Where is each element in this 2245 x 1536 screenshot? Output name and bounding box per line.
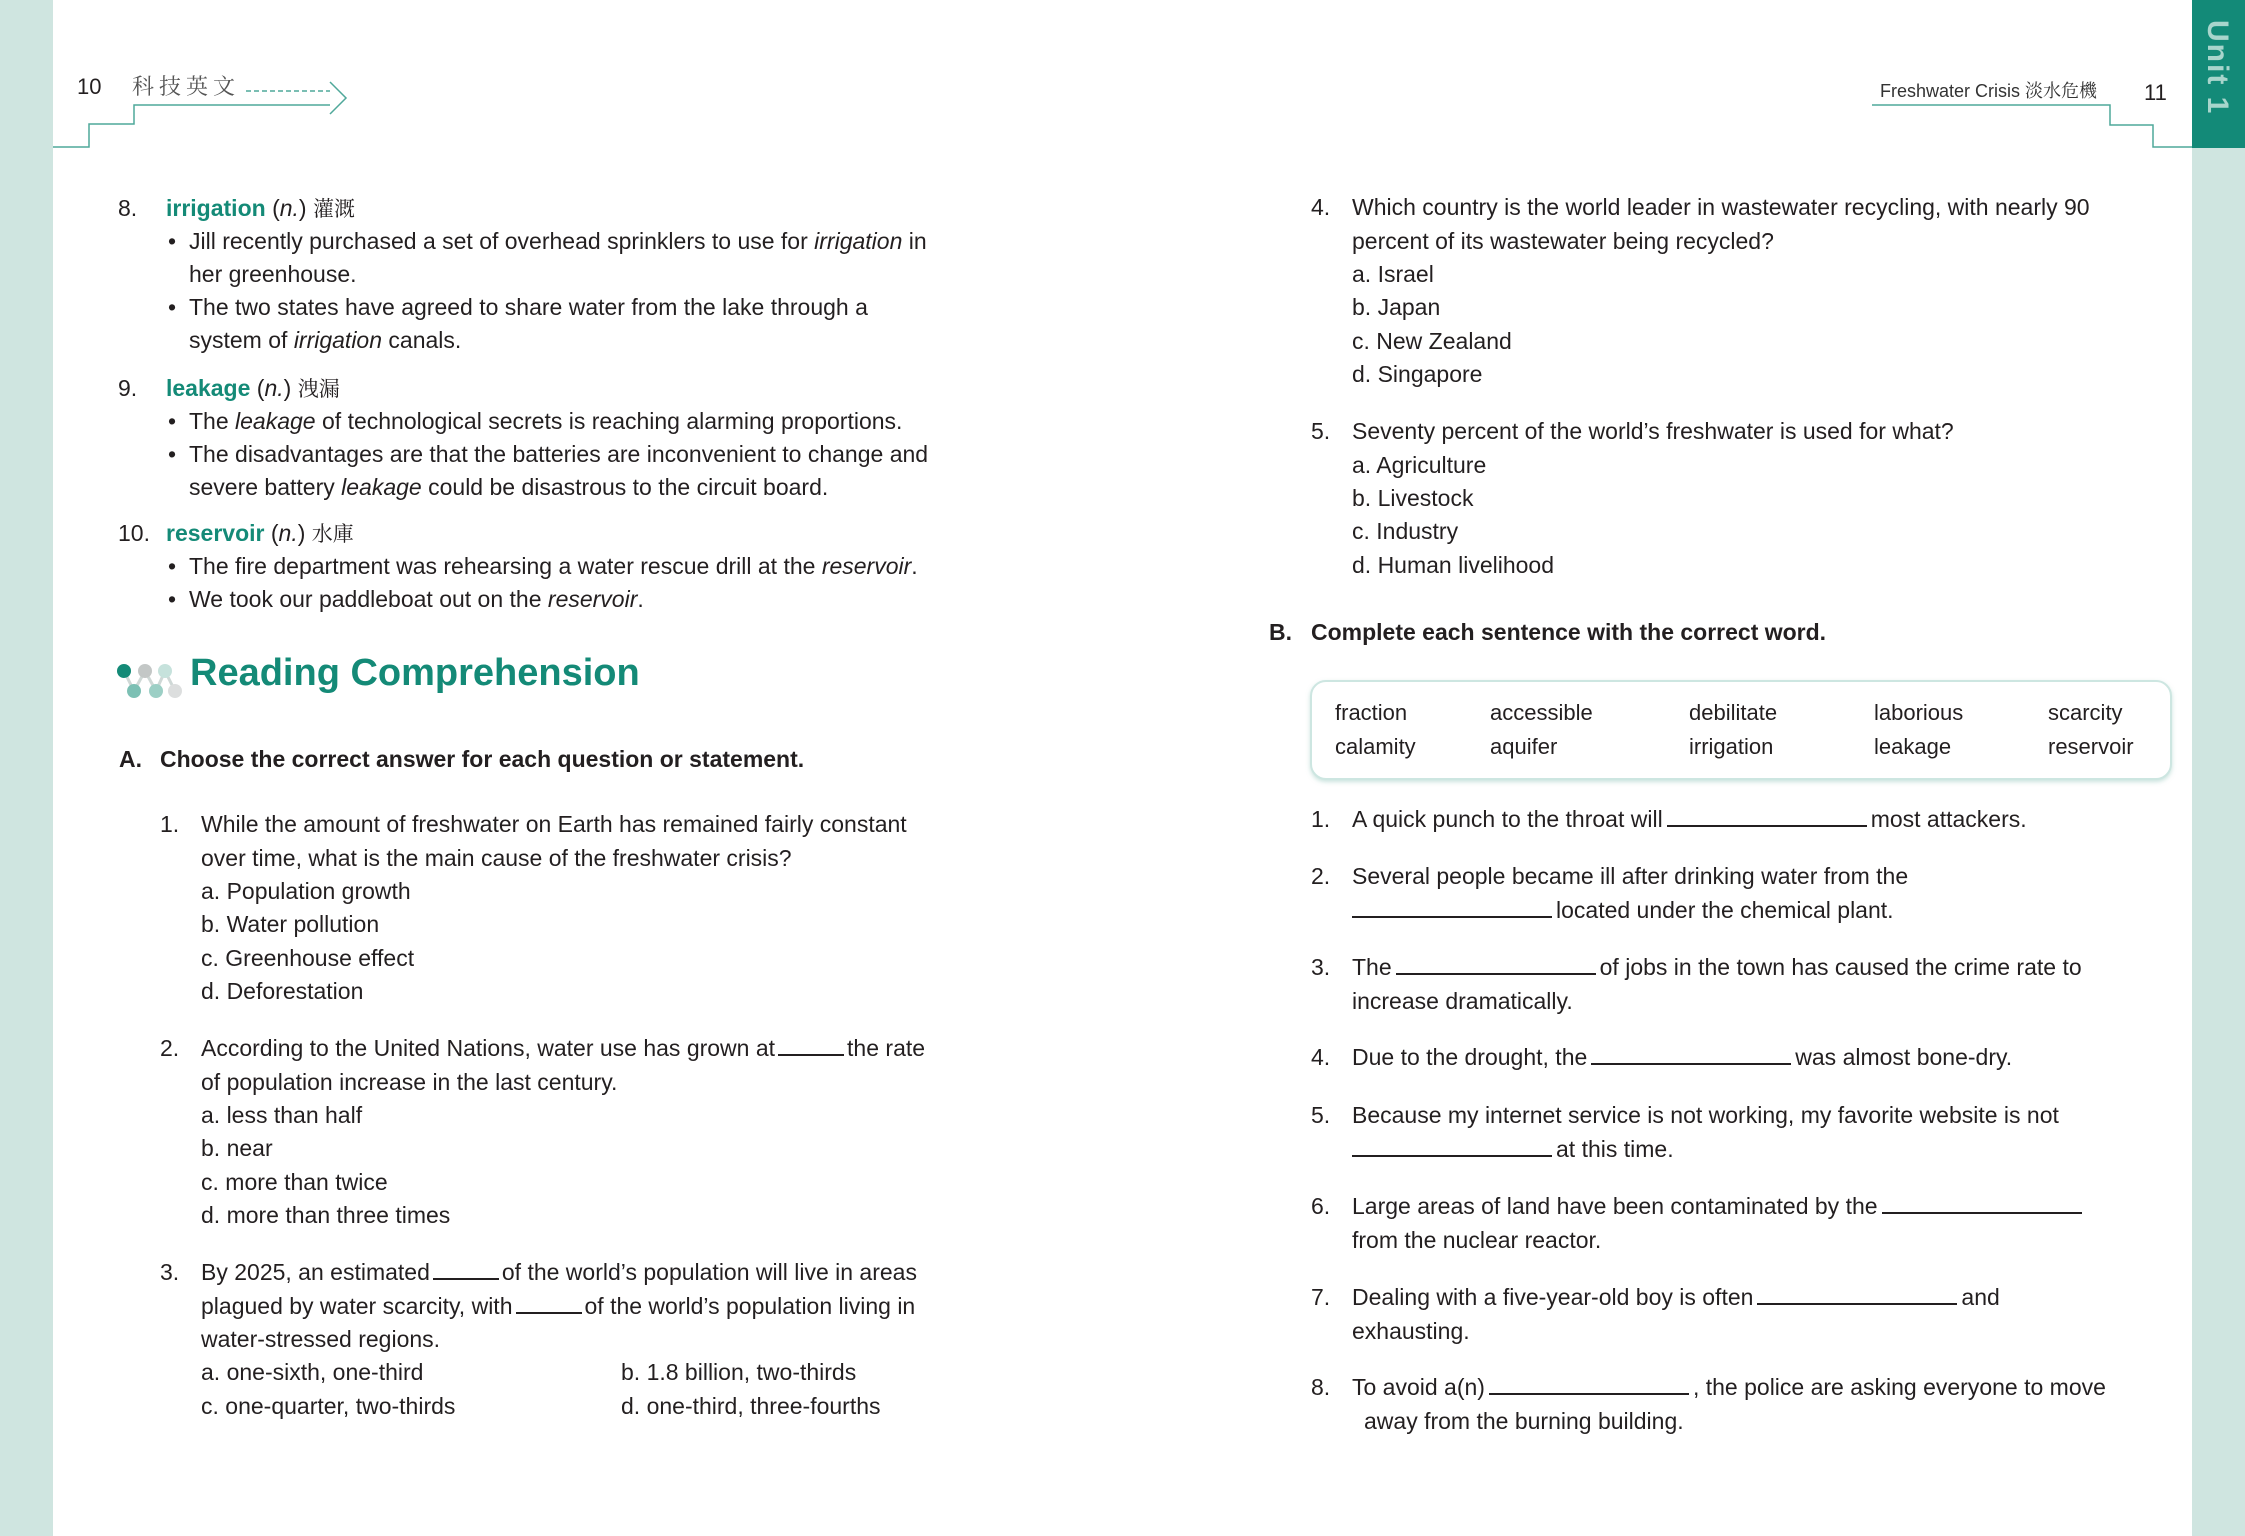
text: The xyxy=(189,408,236,434)
text: A quick punch to the throat will xyxy=(1352,806,1663,832)
part-of-speech: n. xyxy=(264,375,284,401)
text: most attackers. xyxy=(1870,806,2027,832)
sentence-text xyxy=(1352,1371,2192,1438)
italic-word: leakage xyxy=(235,408,316,434)
molecule-dots-icon xyxy=(115,662,183,704)
bullet-icon: • xyxy=(168,294,177,320)
question-3 xyxy=(160,1256,980,1426)
part-a-title: Choose the correct answer for each question or statement. xyxy=(160,746,805,772)
text: percent of its wastewater being recycled? xyxy=(1352,227,1774,254)
text: Which country is the world leader in wastewater recycling, with nearly 90 xyxy=(1352,194,2090,220)
example-sentence xyxy=(189,291,989,357)
answer-option[interactable]: d. Singapore xyxy=(1352,361,1483,387)
text: in xyxy=(902,228,927,254)
vocab-headword-line xyxy=(166,517,354,551)
fill-in-blank[interactable] xyxy=(1757,1302,1957,1305)
text: , the police are asking everyone to move xyxy=(1692,1374,2106,1400)
bullet-icon: • xyxy=(168,228,177,254)
vocab-word: irrigation xyxy=(166,195,266,221)
bullet-icon: • xyxy=(168,408,177,434)
right-page-number: 11 xyxy=(2144,80,2167,105)
vocab-number: 9. xyxy=(118,375,138,401)
question-number: 1. xyxy=(160,811,180,837)
question-text xyxy=(201,808,981,875)
text: The disadvantages are that the batteries are inconvenient to change and xyxy=(189,441,929,467)
text: increase dramatically. xyxy=(1352,987,1573,1014)
sentence-number: 6. xyxy=(1311,1193,1331,1219)
text: Because my internet service is not working, my favorite website is not xyxy=(1352,1102,2059,1128)
part-b-title: Complete each sentence with the correct word. xyxy=(1311,619,1827,645)
text: Due to the drought, the xyxy=(1352,1044,1588,1070)
vocab-number: 8. xyxy=(118,195,138,221)
word-bank-item: scarcity xyxy=(2048,700,2123,725)
question-number: 2. xyxy=(160,1035,180,1061)
text: The xyxy=(1352,954,1392,980)
italic-word: reservoir xyxy=(821,553,912,579)
sentence-number: 5. xyxy=(1311,1102,1331,1128)
fill-in-blank[interactable] xyxy=(1352,1154,1552,1157)
dashed-arrow-icon xyxy=(246,82,346,114)
sentence-4 xyxy=(1311,1041,2171,1075)
text: system of xyxy=(189,327,294,353)
text: Seventy percent of the world’s freshwater is used for what? xyxy=(1352,418,1954,444)
italic-word: irrigation xyxy=(814,228,903,254)
answer-option[interactable]: c. Industry xyxy=(1352,518,1459,544)
word-bank-item: aquifer xyxy=(1490,734,1558,759)
word-bank-item: laborious xyxy=(1874,700,1964,725)
right-margin-stripe xyxy=(2192,148,2245,1536)
fill-in-blank[interactable] xyxy=(1396,972,1596,975)
question-5 xyxy=(1311,415,2171,585)
pos-paren: ( xyxy=(272,195,280,221)
sentence-number: 3. xyxy=(1311,954,1331,980)
italic-word: reservoir xyxy=(547,586,638,612)
fill-in-blank[interactable] xyxy=(1489,1392,1689,1395)
left-header-title: 科技英文 xyxy=(132,75,241,100)
question-2 xyxy=(160,1032,980,1232)
pos-paren: ) xyxy=(297,520,306,546)
vocab-chinese: 灌溉 xyxy=(312,197,355,221)
text: of population increase in the last century. xyxy=(201,1068,618,1095)
sentence-text xyxy=(1352,1041,2192,1075)
question-text xyxy=(1352,415,2172,449)
answer-option[interactable]: d. Human livelihood xyxy=(1352,552,1555,578)
text: of the world’s population living in xyxy=(584,1292,916,1319)
question-number: 5. xyxy=(1311,418,1331,444)
fill-in-blank[interactable] xyxy=(1591,1062,1791,1065)
sentence-text xyxy=(1352,1190,2192,1257)
text: To avoid a(n) xyxy=(1352,1374,1485,1400)
answer-option[interactable]: c. one-quarter, two-thirds xyxy=(201,1393,456,1419)
answer-option[interactable]: c. Greenhouse effect xyxy=(201,945,415,971)
vocab-word: leakage xyxy=(166,375,251,401)
word-bank xyxy=(1310,680,2172,780)
answer-option[interactable]: d. Deforestation xyxy=(201,978,364,1004)
sentence-number: 8. xyxy=(1311,1374,1331,1400)
text: the rate xyxy=(847,1035,926,1061)
text: exhausting. xyxy=(1352,1317,1470,1344)
pos-paren: ) xyxy=(283,375,292,401)
text: away from the burning building. xyxy=(1364,1407,1684,1434)
fill-in-blank[interactable] xyxy=(1882,1211,2082,1214)
text: . xyxy=(637,586,644,612)
text: could be disastrous to the circuit board. xyxy=(421,474,829,500)
text: While the amount of freshwater on Earth has remained fairly constant xyxy=(201,811,907,837)
answer-option[interactable]: a. Population growth xyxy=(201,878,411,904)
sentence-number: 7. xyxy=(1311,1284,1331,1310)
text: plagued by water scarcity, with xyxy=(201,1292,513,1319)
text: According to the United Nations, water use has grown at xyxy=(201,1035,776,1061)
answer-option[interactable]: a. less than half xyxy=(201,1102,363,1128)
word-bank-item: irrigation xyxy=(1689,734,1774,759)
pos-paren: ) xyxy=(298,195,307,221)
vocab-entry-reservoir xyxy=(118,517,978,617)
text: and xyxy=(1961,1284,2000,1310)
vocab-headword-line xyxy=(166,372,340,406)
word-bank-item: fraction xyxy=(1335,700,1408,725)
question-number: 3. xyxy=(160,1259,180,1285)
fill-in-blank[interactable] xyxy=(1352,915,1552,918)
text: located under the chemical plant. xyxy=(1556,896,1894,923)
answer-option[interactable]: b. Japan xyxy=(1352,294,1441,320)
question-text xyxy=(201,1032,1001,1099)
answer-option[interactable]: c. New Zealand xyxy=(1352,328,1512,354)
example-sentence xyxy=(189,438,989,504)
text: water-stressed regions. xyxy=(201,1326,441,1352)
text: at this time. xyxy=(1556,1135,1674,1162)
answer-option[interactable]: b. near xyxy=(201,1135,273,1161)
fill-in-blank[interactable] xyxy=(1667,824,1867,827)
example-sentence xyxy=(189,583,989,616)
vocab-number: 10. xyxy=(118,520,150,546)
text: severe battery xyxy=(189,474,342,500)
sentence-2 xyxy=(1311,860,2171,928)
word-bank-item: leakage xyxy=(1874,734,1952,759)
question-text xyxy=(1352,191,2172,258)
sentence-6 xyxy=(1311,1190,2171,1258)
text: We took our paddleboat out on the xyxy=(189,586,548,612)
answer-blank xyxy=(433,1277,499,1280)
sentence-8 xyxy=(1311,1371,2171,1439)
answer-option[interactable]: d. one-third, three-fourths xyxy=(621,1393,881,1419)
example-sentence xyxy=(189,405,989,438)
word-bank-item: debilitate xyxy=(1689,700,1778,725)
part-b-label: B. xyxy=(1269,619,1292,645)
word-bank-item: calamity xyxy=(1335,734,1416,759)
word-bank-item: reservoir xyxy=(2048,734,2134,759)
vocab-word: reservoir xyxy=(166,520,265,546)
question-1 xyxy=(160,808,980,1008)
bullet-icon: • xyxy=(168,441,177,467)
bullet-icon: • xyxy=(168,586,177,612)
sentence-text xyxy=(1352,1099,2192,1166)
text: Large areas of land have been contaminated by the xyxy=(1352,1193,1878,1219)
vocab-chinese: 洩漏 xyxy=(297,377,340,401)
italic-word: leakage xyxy=(341,474,422,500)
vocab-entry-irrigation xyxy=(118,192,978,352)
sentence-text xyxy=(1352,803,2192,837)
text: . xyxy=(911,553,918,579)
pos-paren: ( xyxy=(270,520,279,546)
left-step-line xyxy=(53,105,330,147)
sentence-number: 4. xyxy=(1311,1044,1331,1070)
example-sentence xyxy=(189,550,989,583)
answer-blank xyxy=(778,1053,844,1056)
word-bank-item: accessible xyxy=(1490,700,1593,725)
answer-option[interactable]: b. Water pollution xyxy=(201,911,380,937)
sentence-number: 1. xyxy=(1311,806,1331,832)
text: The two states have agreed to share water from the lake through a xyxy=(189,294,868,320)
left-page-number: 10 xyxy=(77,74,102,99)
text: of jobs in the town has caused the crime rate to xyxy=(1599,954,2082,980)
sentence-text xyxy=(1352,860,2192,927)
example-sentence xyxy=(189,225,989,291)
sentence-text xyxy=(1352,1281,2192,1348)
answer-blank xyxy=(516,1311,582,1314)
bullet-icon: • xyxy=(168,553,177,579)
unit-tab-label: Unit 1 xyxy=(2201,20,2234,116)
question-4 xyxy=(1311,191,2171,391)
part-of-speech: n. xyxy=(278,520,298,546)
vocab-headword-line xyxy=(166,192,355,226)
answer-option[interactable]: b. 1.8 billion, two-thirds xyxy=(621,1359,857,1385)
text: of the world’s population will live in areas xyxy=(501,1259,917,1285)
text: over time, what is the main cause of the freshwater crisis? xyxy=(201,844,792,871)
vocab-entry-leakage xyxy=(118,372,978,502)
text: Jill recently purchased a set of overhead sprinklers to use for xyxy=(189,228,815,254)
right-step-line xyxy=(1872,105,2192,147)
text: Several people became ill after drinking water from the xyxy=(1352,863,1909,889)
answer-option[interactable]: a. Agriculture xyxy=(1352,452,1487,478)
text: her greenhouse. xyxy=(189,261,357,287)
text: The fire department was rehearsing a water rescue drill at the xyxy=(189,553,822,579)
italic-word: irrigation xyxy=(293,327,383,353)
text: Dealing with a five-year-old boy is often xyxy=(1352,1284,1754,1310)
sentence-1 xyxy=(1311,803,2171,837)
answer-option[interactable]: b. Livestock xyxy=(1352,485,1474,511)
sentence-3 xyxy=(1311,951,2171,1019)
answer-option[interactable]: a. Israel xyxy=(1352,261,1434,287)
text: of technological secrets is reaching alarming proportions. xyxy=(315,408,903,434)
text: canals. xyxy=(382,327,462,353)
answer-option[interactable]: d. more than three times xyxy=(201,1202,451,1228)
text: By 2025, an estimated xyxy=(201,1259,430,1285)
vocab-chinese: 水庫 xyxy=(311,522,354,546)
sentence-text xyxy=(1352,951,2192,1018)
sentence-5 xyxy=(1311,1099,2171,1167)
part-of-speech: n. xyxy=(279,195,299,221)
answer-option[interactable]: a. one-sixth, one-third xyxy=(201,1359,424,1385)
answer-option[interactable]: c. more than twice xyxy=(201,1169,388,1195)
left-margin-stripe xyxy=(0,0,53,1536)
text: was almost bone-dry. xyxy=(1795,1044,2013,1070)
sentence-7 xyxy=(1311,1281,2171,1349)
question-text xyxy=(201,1256,1001,1357)
right-header-title: Freshwater Crisis 淡水危機 xyxy=(1880,81,2098,101)
sentence-number: 2. xyxy=(1311,863,1331,889)
question-number: 4. xyxy=(1311,194,1331,220)
section-title: Reading Comprehension xyxy=(190,652,640,694)
pos-paren: ( xyxy=(256,375,265,401)
part-a-label: A. xyxy=(119,746,142,772)
text: from the nuclear reactor. xyxy=(1352,1226,1602,1253)
